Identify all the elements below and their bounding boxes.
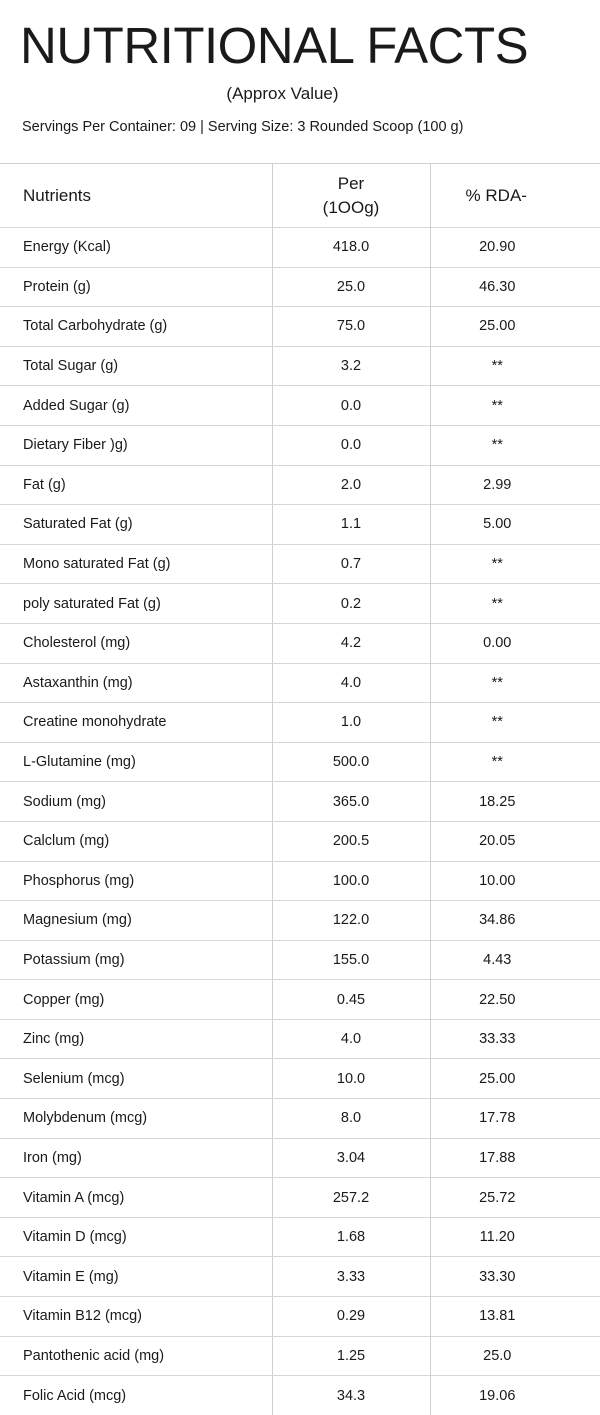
- per-100g-cell: 1.68: [272, 1217, 430, 1257]
- per-100g-cell: 257.2: [272, 1178, 430, 1218]
- per-100g-cell: 8.0: [272, 1099, 430, 1139]
- table-row: [0, 544, 600, 584]
- nutrient-name-cell: Energy (Kcal): [0, 228, 272, 268]
- per-100g-cell: 0.45: [272, 980, 430, 1020]
- table-row: [0, 1336, 600, 1376]
- per-100g-cell: 3.04: [272, 1138, 430, 1178]
- nutrient-name-cell: Dietary Fiber )g): [0, 425, 272, 465]
- nutrient-name-cell: Vitamin A (mcg): [0, 1178, 272, 1218]
- nutrient-name-cell: L-Glutamine (mg): [0, 742, 272, 782]
- nutrient-name-cell: Saturated Fat (g): [0, 505, 272, 545]
- rda-cell: 20.05: [430, 821, 600, 861]
- table-row: [0, 623, 600, 663]
- rda-cell: 34.86: [430, 901, 600, 941]
- table-row: [0, 940, 600, 980]
- table-row: [0, 228, 600, 268]
- nutrient-name-cell: Total Carbohydrate (g): [0, 307, 272, 347]
- table-row: [0, 1257, 600, 1297]
- table-row: [0, 901, 600, 941]
- rda-cell: **: [430, 742, 600, 782]
- rda-cell: 13.81: [430, 1297, 600, 1337]
- table-row: [0, 386, 600, 426]
- nutrient-name-cell: Vitamin E (mg): [0, 1257, 272, 1297]
- nutrient-name-cell: Sodium (mg): [0, 782, 272, 822]
- per-100g-cell: 4.0: [272, 1019, 430, 1059]
- nutrient-name-cell: Vitamin B12 (mcg): [0, 1297, 272, 1337]
- table-row: [0, 346, 600, 386]
- rda-cell: 10.00: [430, 861, 600, 901]
- table-row: [0, 1138, 600, 1178]
- table-header-row: [0, 164, 600, 228]
- table-row: [0, 307, 600, 347]
- rda-cell: 11.20: [430, 1217, 600, 1257]
- table-row: [0, 703, 600, 743]
- table-row: [0, 742, 600, 782]
- rda-cell: 25.0: [430, 1336, 600, 1376]
- rda-cell: 18.25: [430, 782, 600, 822]
- per-100g-cell: 365.0: [272, 782, 430, 822]
- rda-cell: 19.06: [479, 1387, 516, 1404]
- column-header-per-line2: (1OOg): [322, 197, 380, 217]
- per-100g-cell: 3.33: [272, 1257, 430, 1297]
- nutrient-name-cell: Zinc (mg): [0, 1019, 272, 1059]
- per-100g-cell: 4.0: [272, 663, 430, 703]
- page-subtitle: (Approx Value): [226, 84, 339, 103]
- rda-cell: **: [430, 346, 600, 386]
- rda-cell: 0.00: [430, 623, 600, 663]
- per-100g-cell: 2.0: [272, 465, 430, 505]
- rda-cell: 17.78: [430, 1099, 600, 1139]
- nutrient-name-cell: Selenium (mcg): [0, 1059, 272, 1099]
- rda-cell: 25.00: [430, 307, 600, 347]
- per-100g-cell: 1.0: [272, 703, 430, 743]
- column-header-per: [272, 164, 430, 228]
- table-row: [0, 465, 600, 505]
- nutrient-name-cell: Total Sugar (g): [0, 346, 272, 386]
- table-row: [0, 1019, 600, 1059]
- table-row: [0, 1217, 600, 1257]
- rda-cell: **: [430, 544, 600, 584]
- column-header-per-line1: Per: [337, 173, 365, 193]
- per-100g-cell: 1.25: [272, 1336, 430, 1376]
- column-header-rda: % RDA-: [430, 164, 600, 228]
- table-row: [0, 663, 600, 703]
- nutrient-name-cell: Iron (mg): [0, 1138, 272, 1178]
- per-100g-cell: 3.2: [272, 346, 430, 386]
- rda-cell: 25.72: [430, 1178, 600, 1218]
- table-row: [0, 821, 600, 861]
- table-row: [0, 861, 600, 901]
- nutrient-name-cell: Added Sugar (g): [0, 386, 272, 426]
- nutrient-name-cell: Potassium (mg): [0, 940, 272, 980]
- table-row: [0, 425, 600, 465]
- rda-cell: 33.33: [430, 1019, 600, 1059]
- table-body: [0, 228, 600, 1415]
- per-100g-cell: 4.2: [272, 623, 430, 663]
- table-row: [0, 1178, 600, 1218]
- table-row: [0, 782, 600, 822]
- rda-cell: 22.50: [430, 980, 600, 1020]
- nutrition-table: [0, 164, 600, 1415]
- rda-cell: **: [430, 386, 600, 426]
- rda-cell: 46.30: [430, 267, 600, 307]
- table-row: [0, 1099, 600, 1139]
- per-100g-cell: 122.0: [272, 901, 430, 941]
- rda-cell: 5.00: [430, 505, 600, 545]
- nutrient-name-cell: Fat (g): [0, 465, 272, 505]
- per-100g-cell: 34.3: [272, 1376, 430, 1415]
- per-100g-cell: 155.0: [272, 940, 430, 980]
- nutrient-name-cell: Magnesium (mg): [0, 901, 272, 941]
- rda-cell: **: [430, 703, 600, 743]
- table-row: [0, 267, 600, 307]
- rda-cell: 17.88: [430, 1138, 600, 1178]
- rda-cell: **: [430, 425, 600, 465]
- per-100g-cell: 0.2: [272, 584, 430, 624]
- nutrient-name-cell: Protein (g): [0, 267, 272, 307]
- per-100g-cell: 1.1: [272, 505, 430, 545]
- nutrient-name-cell: Creatine monohydrate: [0, 703, 272, 743]
- per-100g-cell: 0.0: [272, 425, 430, 465]
- nutrient-name-cell: Copper (mg): [0, 980, 272, 1020]
- page-title: NUTRITIONAL FACTS: [20, 17, 529, 74]
- label-header: [0, 0, 600, 164]
- nutrient-name-cell: Folic Acid (mcg): [0, 1376, 272, 1415]
- nutrient-name-cell: Vitamin D (mcg): [0, 1217, 272, 1257]
- per-100g-cell: 418.0: [272, 228, 430, 268]
- per-100g-cell: 500.0: [272, 742, 430, 782]
- per-100g-cell: 75.0: [272, 307, 430, 347]
- nutrient-name-cell: poly saturated Fat (g): [0, 584, 272, 624]
- table-row: [0, 584, 600, 624]
- per-100g-cell: 10.0: [272, 1059, 430, 1099]
- table-row: [0, 1376, 600, 1415]
- nutrient-name-cell: Astaxanthin (mg): [0, 663, 272, 703]
- per-100g-cell: 0.0: [272, 386, 430, 426]
- per-100g-cell: 200.5: [272, 821, 430, 861]
- per-100g-cell: 100.0: [272, 861, 430, 901]
- nutrient-name-cell: Molybdenum (mcg): [0, 1099, 272, 1139]
- nutrient-name-cell: Calclum (mg): [0, 821, 272, 861]
- rda-cell: **: [430, 584, 600, 624]
- rda-cell: 33.30: [430, 1257, 600, 1297]
- per-100g-cell: 0.29: [272, 1297, 430, 1337]
- rda-cell: 20.90: [430, 228, 600, 268]
- nutrient-name-cell: Pantothenic acid (mg): [0, 1336, 272, 1376]
- nutrient-name-cell: Cholesterol (mg): [0, 623, 272, 663]
- per-100g-cell: 0.7: [272, 544, 430, 584]
- rda-cell: 2.99: [430, 465, 600, 505]
- table-row: [0, 1297, 600, 1337]
- table-row: [0, 505, 600, 545]
- nutrient-name-cell: Mono saturated Fat (g): [0, 544, 272, 584]
- table-row: [0, 980, 600, 1020]
- rda-cell: 4.43: [430, 940, 600, 980]
- rda-cell: 25.00: [430, 1059, 600, 1099]
- serving-info: Servings Per Container: 09 | Serving Size: 3 Rounded Scoop (100 g): [22, 119, 464, 135]
- nutrient-name-cell: Phosphorus (mg): [0, 861, 272, 901]
- rda-cell: **: [430, 663, 600, 703]
- column-header-nutrients: Nutrients: [0, 164, 272, 228]
- per-100g-cell: 25.0: [272, 267, 430, 307]
- table-row: [0, 1059, 600, 1099]
